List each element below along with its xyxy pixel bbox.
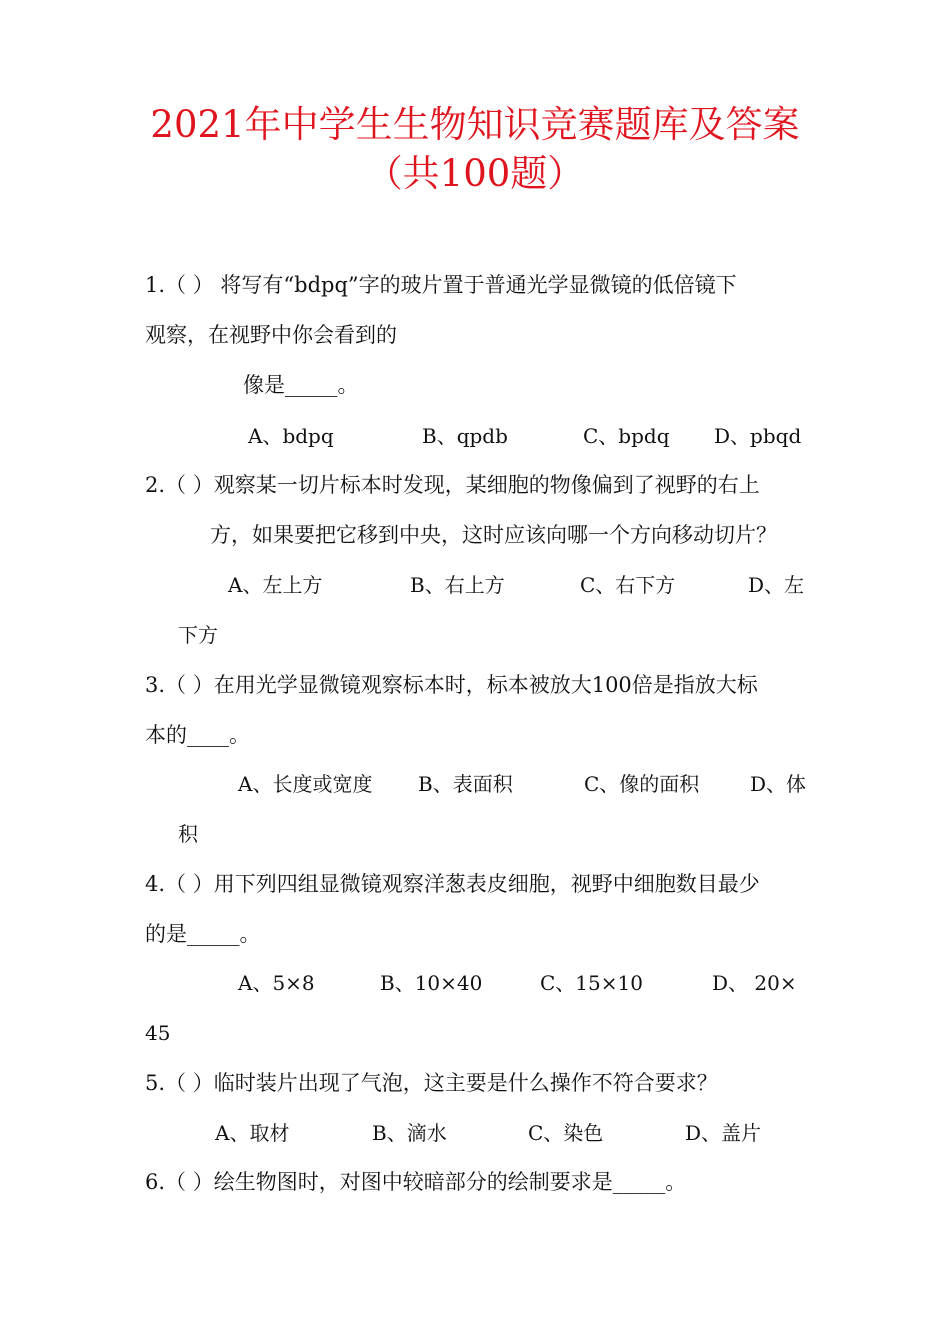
question-text: 本的____。	[145, 723, 250, 747]
option-c: C、右下方	[580, 573, 676, 597]
option-a: A、左上方	[228, 573, 323, 597]
option-b: B、qpdb	[422, 424, 508, 448]
option-b: B、10×40	[380, 971, 483, 995]
option-b: B、表面积	[418, 772, 513, 796]
question-text: 观察，在视野中你会看到的	[145, 323, 397, 347]
option-d: D、体	[750, 772, 807, 796]
question-text: 4.（ ）用下列四组显微镜观察洋葱表皮细胞，视野中细胞数目最少	[145, 872, 760, 896]
option-b: B、右上方	[410, 573, 505, 597]
option-wrap: 45	[145, 1021, 171, 1045]
title-line-1: 2021年中学生生物知识竞赛题库及答案	[150, 103, 800, 146]
option-d: D、左	[748, 573, 805, 597]
question-text: 方，如果要把它移到中央，这时应该向哪一个方向移动切片？	[210, 523, 777, 547]
question-text: 5.（ ）临时装片出现了气泡，这主要是什么操作不符合要求？	[145, 1071, 718, 1095]
question-text: 3.（ ）在用光学显微镜观察标本时，标本被放大100倍是指放大标	[145, 673, 758, 697]
option-c: C、15×10	[540, 971, 643, 995]
option-c: C、bpdq	[583, 424, 670, 448]
option-wrap: 积	[178, 822, 198, 846]
question-text: 6.（ ）绘生物图时，对图中较暗部分的绘制要求是_____。	[145, 1170, 687, 1194]
question-text: 2.（ ）观察某一切片标本时发现，某细胞的物像偏到了视野的右上	[145, 473, 760, 497]
question-text: 1.（ ） 将写有“bdpq”字的玻片置于普通光学显微镜的低倍镜下	[145, 273, 737, 297]
question-text: 像是_____。	[243, 373, 359, 397]
option-a: A、bdpq	[248, 424, 334, 448]
option-c: C、像的面积	[584, 772, 700, 796]
question-text: 的是_____。	[145, 922, 261, 946]
option-d: D、盖片	[685, 1121, 762, 1145]
option-a: A、取材	[215, 1121, 290, 1145]
option-c: C、染色	[528, 1121, 604, 1145]
option-a: A、5×8	[238, 971, 315, 995]
option-d: D、 20×	[712, 971, 797, 995]
option-a: A、长度或宽度	[238, 772, 373, 796]
title-line-2: （共100题）	[365, 152, 585, 195]
option-wrap: 下方	[178, 623, 218, 647]
option-d: D、pbqd	[714, 424, 802, 448]
option-b: B、滴水	[372, 1121, 447, 1145]
